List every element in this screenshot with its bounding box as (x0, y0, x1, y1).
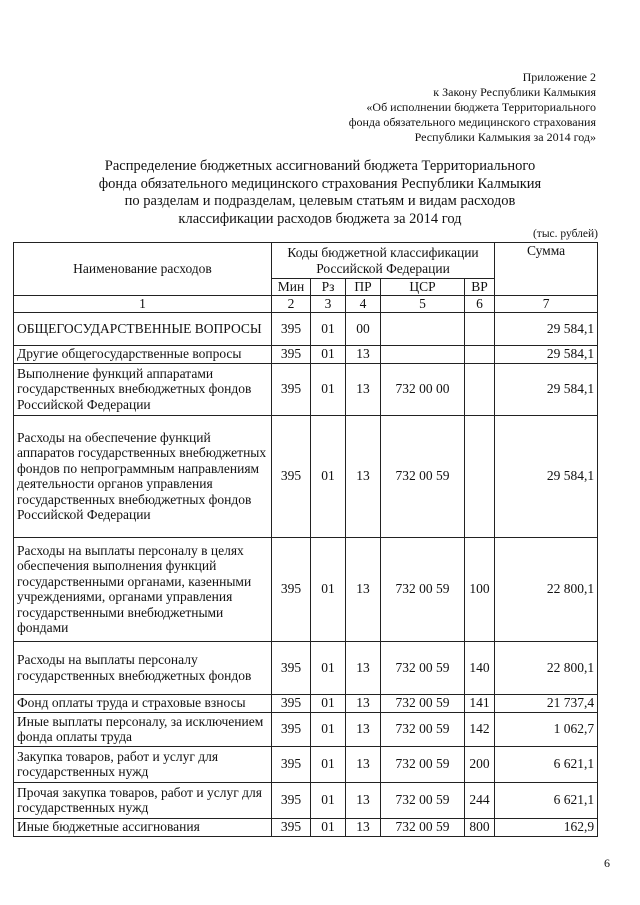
row-sum: 29 584,1 (495, 363, 598, 415)
appendix-block (349, 70, 596, 145)
row-sum: 162,9 (495, 818, 598, 836)
header-sum: Сумма (495, 243, 598, 296)
row-name: Прочая закупка товаров, работ и услуг для государственных нужд (14, 782, 272, 818)
header-rz: Рз (311, 279, 346, 296)
table-row (14, 694, 598, 712)
appendix-line: «Об исполнении бюджета Территориального (366, 100, 596, 114)
units-label: (тыс. рублей) (532, 228, 598, 240)
row-rz: 01 (311, 818, 346, 836)
row-name: ОБЩЕГОСУДАРСТВЕННЫЕ ВОПРОСЫ (14, 312, 272, 345)
row-sum: 1 062,7 (495, 712, 598, 746)
appendix-line: Приложение 2 (522, 70, 596, 84)
row-rz: 01 (311, 537, 346, 641)
row-name: Расходы на обеспечение функций аппаратов государственных внебюджетных фондов по непрограммным направлениям деятельности органов управления государственных внебюджетных фондов Российской Федерации (14, 415, 272, 537)
column-number: 4 (346, 296, 381, 313)
page-number: 6 (604, 856, 610, 870)
row-min: 395 (272, 694, 311, 712)
row-min: 395 (272, 641, 311, 694)
row-pr: 13 (346, 537, 381, 641)
row-sum: 22 800,1 (495, 641, 598, 694)
row-vr: 140 (465, 641, 495, 694)
row-sum: 29 584,1 (495, 345, 598, 363)
header-min: Мин (272, 279, 311, 296)
header-csr: ЦСР (381, 279, 465, 296)
row-vr (465, 312, 495, 345)
table-row (14, 712, 598, 746)
column-number: 3 (311, 296, 346, 313)
row-rz: 01 (311, 746, 346, 782)
row-csr: 732 00 59 (381, 415, 465, 537)
row-vr: 244 (465, 782, 495, 818)
table-row (14, 782, 598, 818)
row-min: 395 (272, 746, 311, 782)
row-sum: 22 800,1 (495, 537, 598, 641)
row-rz: 01 (311, 345, 346, 363)
column-number: 2 (272, 296, 311, 313)
row-csr: 732 00 59 (381, 694, 465, 712)
row-rz: 01 (311, 712, 346, 746)
table-row (14, 641, 598, 694)
row-min: 395 (272, 415, 311, 537)
row-csr: 732 00 59 (381, 537, 465, 641)
row-min: 395 (272, 537, 311, 641)
row-rz: 01 (311, 312, 346, 345)
title-line: Распределение бюджетных ассигнований бюджета Территориального (104, 158, 536, 174)
row-vr: 100 (465, 537, 495, 641)
row-pr: 13 (346, 746, 381, 782)
table-row (14, 312, 598, 345)
title-line: по разделам и подразделам, целевым статьям и видам расходов (124, 193, 516, 209)
row-vr: 142 (465, 712, 495, 746)
row-csr: 732 00 59 (381, 746, 465, 782)
table-row (14, 746, 598, 782)
document-title (60, 158, 580, 228)
row-vr (465, 363, 495, 415)
row-pr: 13 (346, 641, 381, 694)
row-name: Закупка товаров, работ и услуг для государственных нужд (14, 746, 272, 782)
row-sum: 21 737,4 (495, 694, 598, 712)
row-csr: 732 00 59 (381, 782, 465, 818)
appendix-line: Республики Калмыкия за 2014 год» (414, 130, 596, 144)
column-number: 6 (465, 296, 495, 313)
row-rz: 01 (311, 415, 346, 537)
table-row (14, 345, 598, 363)
row-rz: 01 (311, 363, 346, 415)
header-pr: ПР (346, 279, 381, 296)
row-min: 395 (272, 712, 311, 746)
row-rz: 01 (311, 694, 346, 712)
table-row (14, 537, 598, 641)
table-row (14, 363, 598, 415)
row-name: Иные выплаты персоналу, за исключением фонда оплаты труда (14, 712, 272, 746)
row-rz: 01 (311, 782, 346, 818)
row-vr: 141 (465, 694, 495, 712)
row-name: Другие общегосударственные вопросы (14, 345, 272, 363)
row-sum: 29 584,1 (495, 415, 598, 537)
row-pr: 13 (346, 415, 381, 537)
row-pr: 13 (346, 712, 381, 746)
table-row (14, 818, 598, 836)
row-vr: 800 (465, 818, 495, 836)
row-min: 395 (272, 818, 311, 836)
row-name: Иные бюджетные ассигнования (14, 818, 272, 836)
row-min: 395 (272, 782, 311, 818)
table-row (14, 415, 598, 537)
budget-table (13, 242, 598, 837)
row-sum: 29 584,1 (495, 312, 598, 345)
row-csr: 732 00 00 (381, 363, 465, 415)
row-pr: 13 (346, 345, 381, 363)
row-pr: 13 (346, 782, 381, 818)
row-name: Фонд оплаты труда и страховые взносы (14, 694, 272, 712)
row-min: 395 (272, 345, 311, 363)
appendix-line: фонда обязательного медицинского страхования (348, 115, 596, 129)
column-number: 1 (14, 296, 272, 313)
header-codes: Коды бюджетной классификации Российской Федерации (272, 243, 495, 279)
column-number: 5 (381, 296, 465, 313)
row-csr (381, 345, 465, 363)
column-number: 7 (495, 296, 598, 313)
row-pr: 13 (346, 363, 381, 415)
row-vr (465, 345, 495, 363)
row-name: Расходы на выплаты персоналу государственных внебюджетных фондов (14, 641, 272, 694)
title-line: фонда обязательного медицинского страхования Республики Калмыкия (98, 175, 542, 192)
row-csr: 732 00 59 (381, 641, 465, 694)
title-line: классификации расходов бюджета за 2014 год (178, 210, 462, 227)
row-min: 395 (272, 312, 311, 345)
row-pr: 13 (346, 818, 381, 836)
row-vr (465, 415, 495, 537)
row-sum: 6 621,1 (495, 746, 598, 782)
row-vr: 200 (465, 746, 495, 782)
row-rz: 01 (311, 641, 346, 694)
row-pr: 13 (346, 694, 381, 712)
header-vr: ВР (465, 279, 495, 296)
row-csr (381, 312, 465, 345)
appendix-line: к Закону Республики Калмыкия (433, 85, 596, 99)
header-name: Наименование расходов (14, 243, 272, 296)
row-csr: 732 00 59 (381, 818, 465, 836)
row-sum: 6 621,1 (495, 782, 598, 818)
row-name: Расходы на выплаты персоналу в целях обеспечения выполнения функций государственными органами, казенными учреждениями, органами управления государственными внебюджетными фондами (14, 537, 272, 641)
row-csr: 732 00 59 (381, 712, 465, 746)
row-pr: 00 (346, 312, 381, 345)
row-name: Выполнение функций аппаратами государственных внебюджетных фондов Российской Федерации (14, 363, 272, 415)
row-min: 395 (272, 363, 311, 415)
